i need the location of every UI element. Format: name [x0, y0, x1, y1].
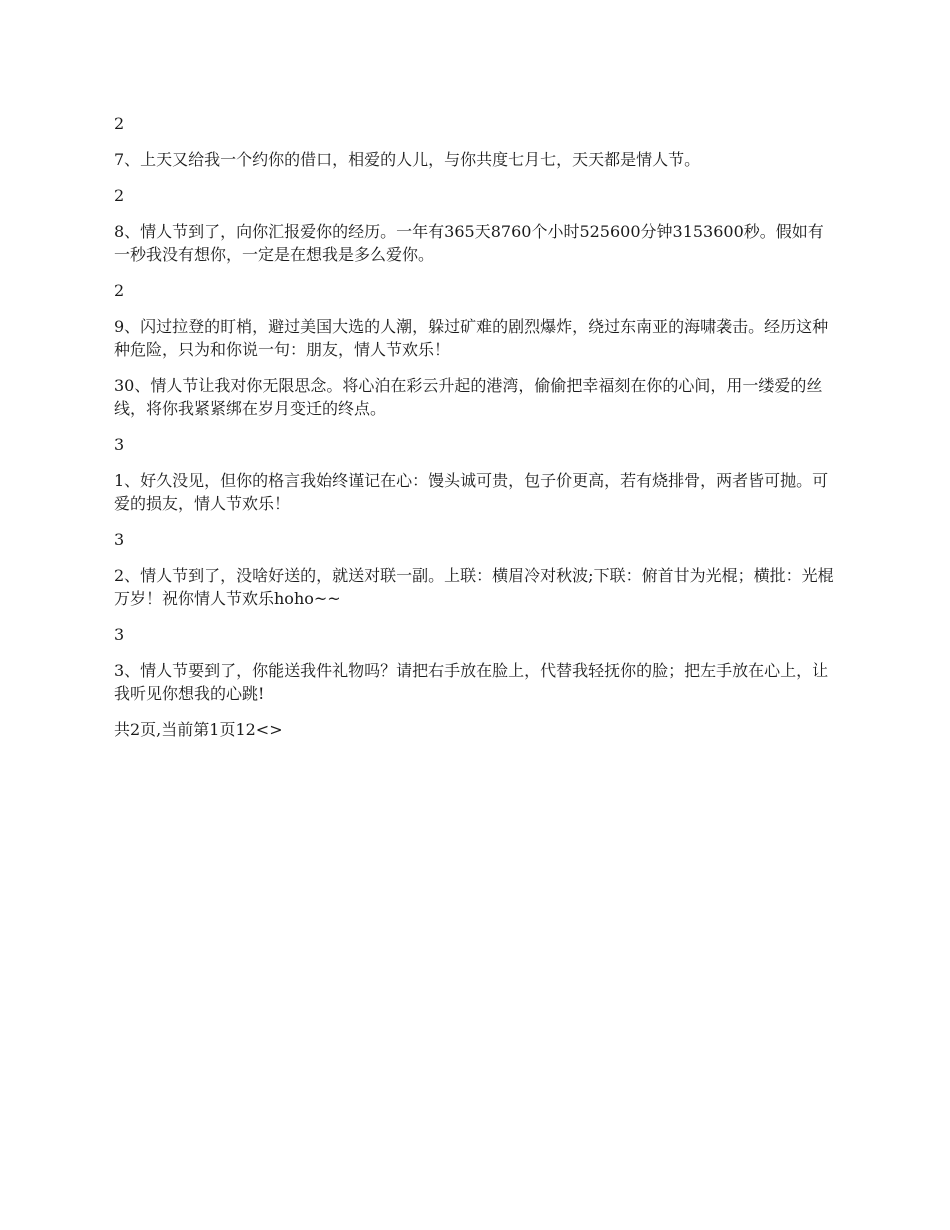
- paragraph-7: 7、上天又给我一个约你的借口，相爱的人儿，与你共度七月七，天天都是情人节。: [114, 150, 701, 169]
- section-marker: 3: [114, 530, 125, 549]
- document-body: [114, 112, 834, 754]
- paragraph-3: 3、情人节要到了，你能送我件礼物吗？请把右手放在脸上，代替我轻抚你的脸；把左手放在心上，让我听见你想我的心跳!: [114, 661, 829, 703]
- paragraph-30: 30、情人节让我对你无限思念。将心泊在彩云升起的港湾，偷偷把幸福刻在你的心间，用一缕爱的丝线，将你我紧紧绑在岁月变迁的终点。: [114, 376, 823, 418]
- paragraph-1: 1、好久没见，但你的格言我始终谨记在心：馒头诚可贵，包子价更高，若有烧排骨，两者皆可抛。可爱的损友，情人节欢乐！: [114, 471, 829, 513]
- paragraph-9: 9、闪过拉登的盯梢，避过美国大选的人潮，躲过矿难的剧烈爆炸，绕过东南亚的海啸袭击。经历这种种危险，只为和你说一句：朋友，情人节欢乐！: [114, 317, 829, 359]
- paragraph-2: 2、情人节到了，没啥好送的，就送对联一副。上联：横眉冷对秋波;下联：俯首甘为光棍；横批：光棍万岁！祝你情人节欢乐hoho~~: [114, 566, 834, 608]
- section-marker: 3: [114, 435, 125, 454]
- section-marker: 2: [114, 281, 125, 300]
- section-marker: 3: [114, 625, 125, 644]
- paragraph-8: 8、情人节到了，向你汇报爱你的经历。一年有365天8760个小时525600分钟3153600秒。假如有一秒我没有想你，一定是在想我是多么爱你。: [114, 222, 824, 264]
- section-marker: 2: [114, 114, 125, 133]
- section-marker: 2: [114, 186, 125, 205]
- pagination-text[interactable]: 共2页,当前第1页12<>: [114, 720, 283, 739]
